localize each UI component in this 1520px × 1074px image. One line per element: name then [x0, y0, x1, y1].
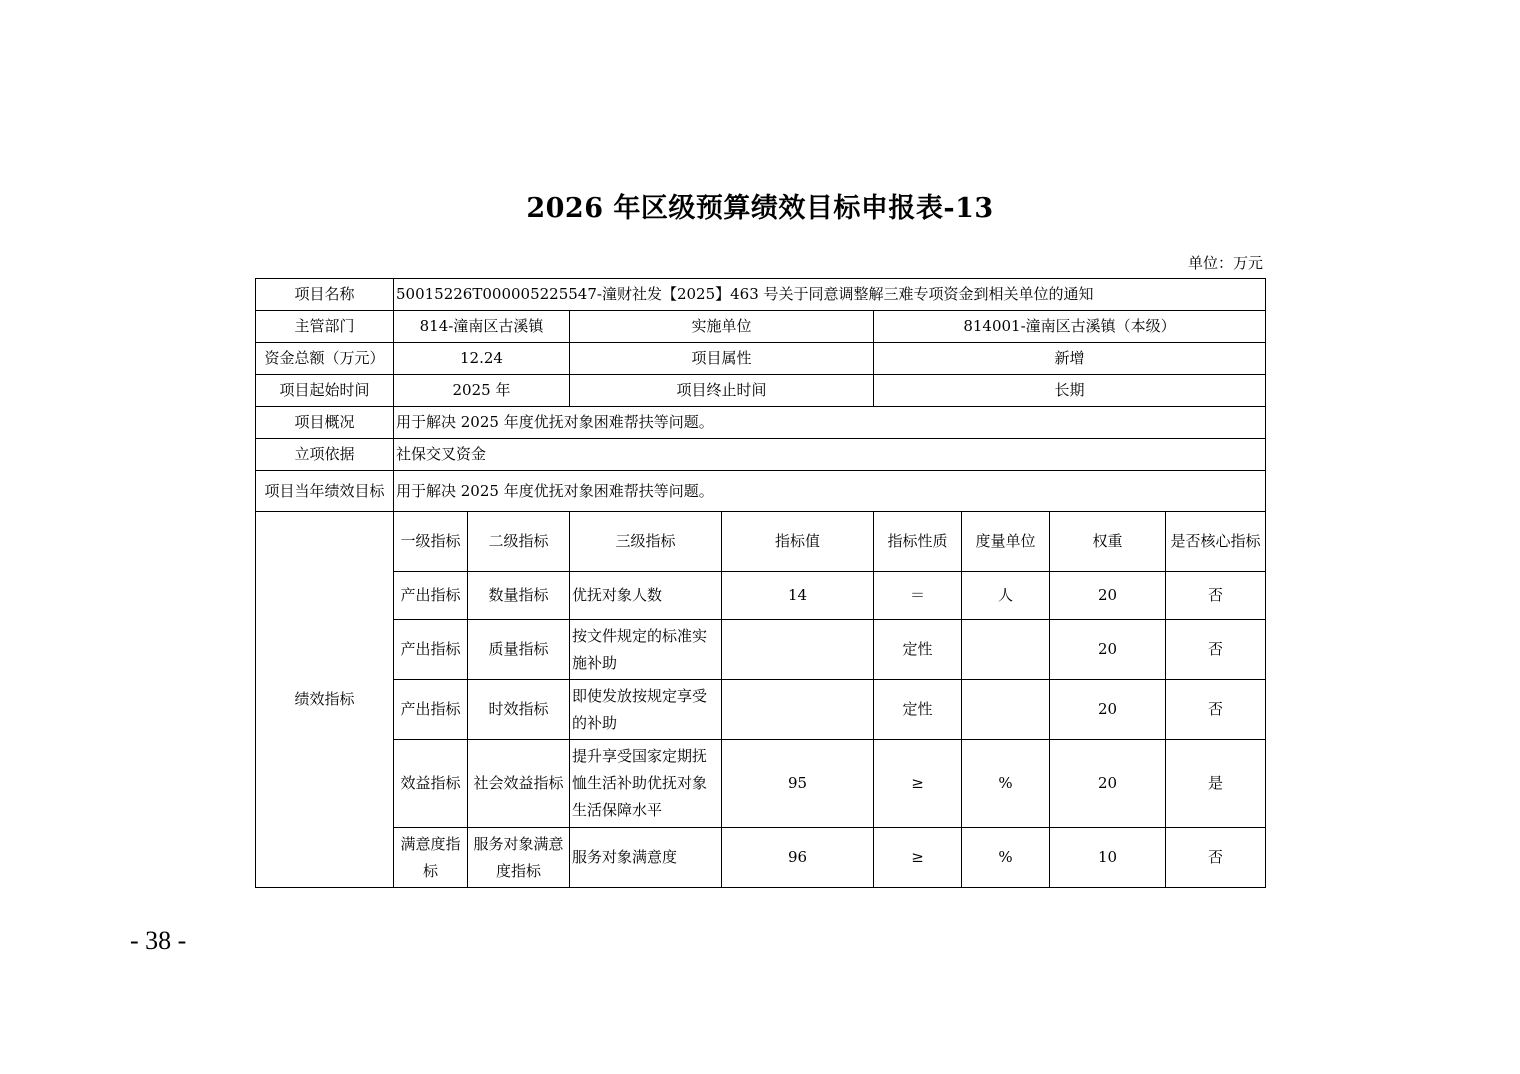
cell-level1: 产出指标 — [394, 572, 468, 620]
header-level1: 一级指标 — [394, 512, 468, 572]
performance-target-table — [255, 278, 1266, 888]
header-weight: 权重 — [1050, 512, 1166, 572]
cell-level3: 服务对象满意度 — [570, 828, 722, 888]
header-unit: 度量单位 — [962, 512, 1050, 572]
dept-value: 814-潼南区古溪镇 — [394, 311, 570, 343]
indicator-header-row — [256, 512, 1266, 572]
cell-level2: 时效指标 — [468, 680, 570, 740]
goal-label: 项目当年绩效目标 — [256, 471, 394, 512]
row-department — [256, 311, 1266, 343]
page-number: - 38 - — [130, 926, 187, 955]
cell-core: 否 — [1166, 828, 1266, 888]
indicator-row — [256, 828, 1266, 888]
cell-level1: 产出指标 — [394, 620, 468, 680]
cell-nature: ≥ — [874, 828, 962, 888]
impl-value: 814001-潼南区古溪镇（本级） — [874, 311, 1266, 343]
cell-weight: 20 — [1050, 620, 1166, 680]
goal-value: 用于解决 2025 年度优抚对象困难帮扶等问题。 — [394, 471, 1266, 512]
cell-nature: 定性 — [874, 680, 962, 740]
header-level2: 二级指标 — [468, 512, 570, 572]
attr-value: 新增 — [874, 343, 1266, 375]
cell-nature: ≥ — [874, 740, 962, 828]
end-label: 项目终止时间 — [570, 375, 874, 407]
cell-unit — [962, 620, 1050, 680]
end-value: 长期 — [874, 375, 1266, 407]
indicator-row — [256, 680, 1266, 740]
fund-label: 资金总额（万元） — [256, 343, 394, 375]
cell-level3: 即使发放按规定享受的补助 — [570, 680, 722, 740]
cell-level1: 产出指标 — [394, 680, 468, 740]
header-value: 指标值 — [722, 512, 874, 572]
fund-value: 12.24 — [394, 343, 570, 375]
basis-value: 社保交叉资金 — [394, 439, 1266, 471]
cell-core: 否 — [1166, 620, 1266, 680]
basis-label: 立项依据 — [256, 439, 394, 471]
start-value: 2025 年 — [394, 375, 570, 407]
cell-value — [722, 620, 874, 680]
dept-label: 主管部门 — [256, 311, 394, 343]
row-time — [256, 375, 1266, 407]
cell-core: 是 — [1166, 740, 1266, 828]
cell-weight: 10 — [1050, 828, 1166, 888]
cell-weight: 20 — [1050, 680, 1166, 740]
cell-value — [722, 680, 874, 740]
row-overview — [256, 407, 1266, 439]
cell-core: 否 — [1166, 680, 1266, 740]
cell-unit: % — [962, 740, 1050, 828]
cell-value: 95 — [722, 740, 874, 828]
cell-unit: 人 — [962, 572, 1050, 620]
impl-label: 实施单位 — [570, 311, 874, 343]
unit-label: 单位：万元 — [1187, 254, 1263, 272]
cell-level3: 优抚对象人数 — [570, 572, 722, 620]
cell-value: 96 — [722, 828, 874, 888]
row-project-name — [256, 279, 1266, 311]
indicator-section-label: 绩效指标 — [256, 512, 394, 888]
cell-weight: 20 — [1050, 740, 1166, 828]
cell-unit — [962, 680, 1050, 740]
indicator-row — [256, 572, 1266, 620]
overview-label: 项目概况 — [256, 407, 394, 439]
header-nature: 指标性质 — [874, 512, 962, 572]
project-name-label: 项目名称 — [256, 279, 394, 311]
cell-level3: 按文件规定的标准实施补助 — [570, 620, 722, 680]
attr-label: 项目属性 — [570, 343, 874, 375]
cell-unit: % — [962, 828, 1050, 888]
cell-weight: 20 — [1050, 572, 1166, 620]
page-title: 2026 年区级预算绩效目标申报表-13 — [526, 193, 994, 224]
start-label: 项目起始时间 — [256, 375, 394, 407]
cell-level1: 效益指标 — [394, 740, 468, 828]
project-name-value: 50015226T000005225547-潼财社发【2025】463 号关于同意调整解三难专项资金到相关单位的通知 — [394, 279, 1266, 311]
cell-nature: ＝ — [874, 572, 962, 620]
indicator-row — [256, 740, 1266, 828]
cell-level2: 质量指标 — [468, 620, 570, 680]
cell-level2: 社会效益指标 — [468, 740, 570, 828]
row-fund — [256, 343, 1266, 375]
indicator-row — [256, 620, 1266, 680]
cell-level2: 服务对象满意度指标 — [468, 828, 570, 888]
cell-nature: 定性 — [874, 620, 962, 680]
cell-level2: 数量指标 — [468, 572, 570, 620]
overview-value: 用于解决 2025 年度优抚对象困难帮扶等问题。 — [394, 407, 1266, 439]
cell-core: 否 — [1166, 572, 1266, 620]
cell-value: 14 — [722, 572, 874, 620]
header-level3: 三级指标 — [570, 512, 722, 572]
row-goal — [256, 471, 1266, 512]
row-basis — [256, 439, 1266, 471]
cell-level1: 满意度指标 — [394, 828, 468, 888]
cell-level3: 提升享受国家定期抚恤生活补助优抚对象生活保障水平 — [570, 740, 722, 828]
header-core: 是否核心指标 — [1166, 512, 1266, 572]
